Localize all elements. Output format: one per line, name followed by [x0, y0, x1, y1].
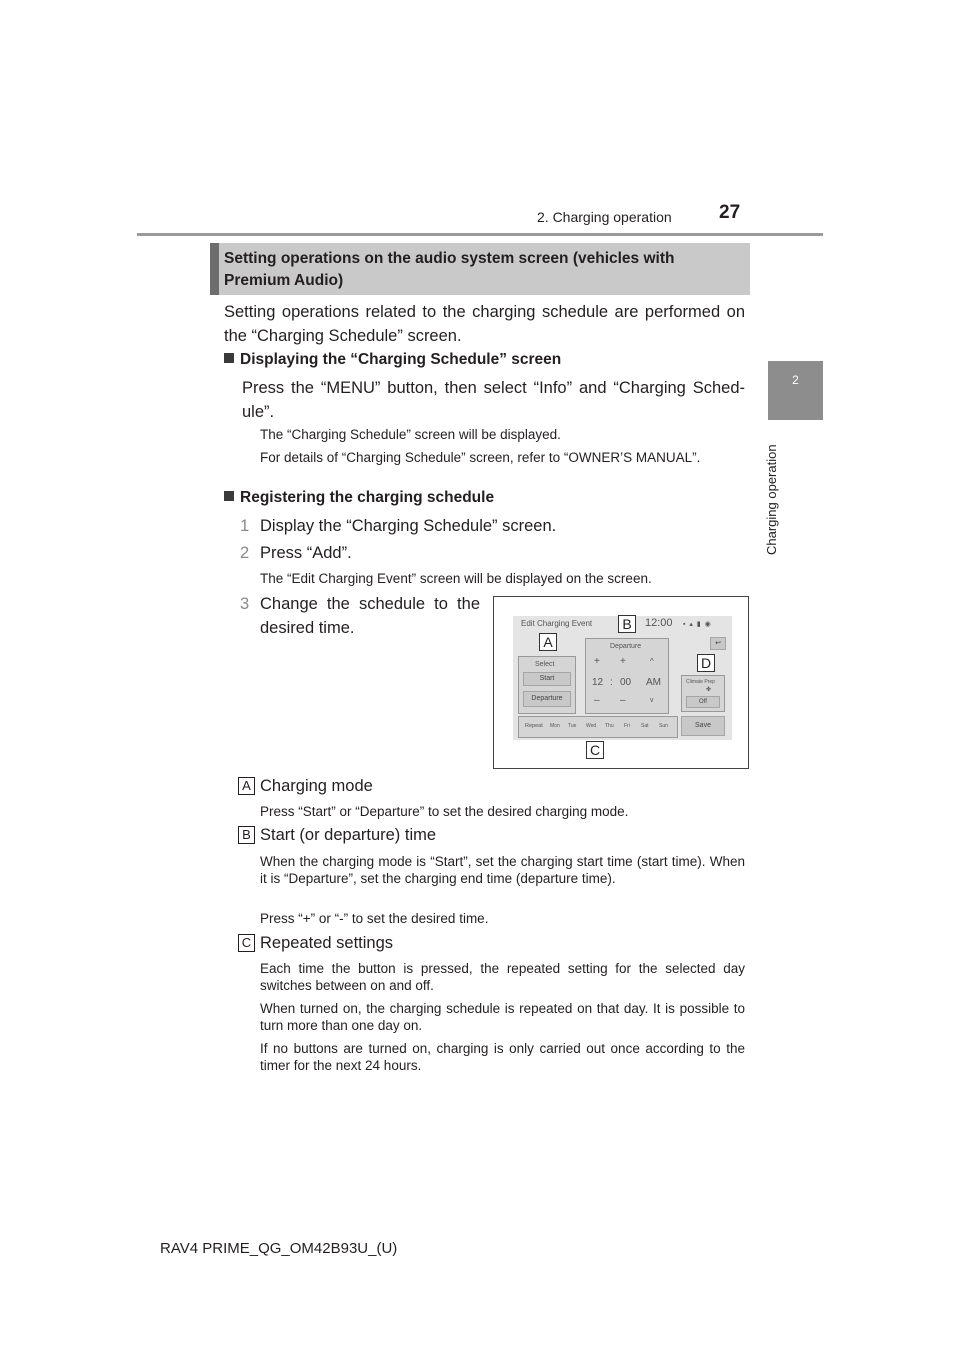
- save-button[interactable]: Save: [681, 716, 725, 736]
- minute-plus-button[interactable]: +: [620, 656, 626, 667]
- departure-header: Departure: [610, 643, 642, 650]
- subheading-display: Displaying the “Charging Schedule” screen: [224, 351, 561, 369]
- square-bullet-icon: [224, 353, 234, 363]
- item-c-para-3: If no buttons are turned on, charging is only carried out once according to the timer for the next 24 hours.: [260, 1041, 745, 1073]
- day-sun-button[interactable]: Sun: [659, 723, 668, 729]
- hour-minus-button[interactable]: –: [594, 695, 600, 706]
- day-tue-button[interactable]: Tue: [568, 723, 577, 729]
- display-note-1: The “Charging Schedule” screen will be displayed.: [260, 427, 561, 442]
- fan-icon: ✤: [706, 687, 712, 693]
- item-a-para-1: Press “Start” or “Departure” to set the desired charging mode.: [260, 804, 629, 819]
- square-bullet-icon: [224, 491, 234, 501]
- section-banner: Setting operations on the audio system screen (vehicles with Premium Audio): [210, 243, 750, 295]
- chapter-number: 2: [792, 373, 799, 387]
- step-2: 2 Press “Add”.: [240, 544, 352, 562]
- screen-title: Edit Charging Event: [521, 619, 593, 628]
- minute-value: 00: [620, 677, 632, 688]
- display-note-2: For details of “Charging Schedule” screen, refer to “OWNER’S MANUAL”.: [260, 450, 701, 465]
- item-a-title: Charging mode: [260, 777, 373, 795]
- item-c-para-1: Each time the button is pressed, the repeated setting for the selected day switches between on and off.: [260, 961, 745, 993]
- item-b-para-1: When the charging mode is “Start”, set the charging start time (start time). When it is “Departure”, set the charging end time (departure time).: [260, 854, 745, 886]
- callout-a: A: [539, 633, 557, 651]
- item-c-para-2: When turned on, the charging schedule is repeated on that day. It is possible to turn more than one day on.: [260, 1001, 745, 1033]
- select-label: Select: [535, 661, 555, 668]
- chapter-tab: [768, 361, 823, 420]
- callout-d: D: [697, 654, 715, 672]
- select-panel: [518, 656, 576, 714]
- minute-minus-button[interactable]: –: [620, 695, 626, 706]
- page-number: 27: [719, 202, 741, 223]
- display-instruction: Press the “MENU” button, then select “Info” and “Charging Sched-ule”.: [242, 379, 745, 421]
- callout-c: C: [586, 741, 604, 759]
- item-b-para-2: Press “+” or “-” to set the desired time.: [260, 911, 489, 926]
- item-b-title: Start (or departure) time: [260, 826, 437, 844]
- day-mon-button[interactable]: Mon: [550, 723, 560, 729]
- edit-charging-event-screenshot: [493, 596, 749, 769]
- intro-paragraph: Setting operations related to the charging schedule are performed on the “Charging Schedule” screen.: [224, 303, 745, 345]
- day-wed-button[interactable]: Wed: [586, 723, 597, 729]
- label-b-box: B: [238, 826, 255, 844]
- screen-clock: 12:00: [645, 617, 673, 629]
- repeat-label: Repeat: [525, 723, 543, 729]
- footer-code: RAV4 PRIME_QG_OM42B93U_(U): [160, 1240, 398, 1257]
- header-rule: [137, 233, 823, 236]
- step-1: 1 Display the “Charging Schedule” screen.: [240, 517, 557, 535]
- ampm-up-button[interactable]: ^: [650, 657, 654, 666]
- step-2-note: The “Edit Charging Event” screen will be displayed on the screen.: [260, 571, 652, 586]
- day-thu-button[interactable]: Thu: [605, 723, 614, 729]
- climate-prep-panel[interactable]: [681, 675, 725, 712]
- day-sat-button[interactable]: Sat: [641, 723, 649, 729]
- ampm-value: AM: [646, 677, 661, 688]
- label-c-box: C: [238, 934, 255, 952]
- ampm-down-button[interactable]: v: [650, 697, 654, 704]
- start-button[interactable]: Start: [523, 672, 571, 686]
- status-icons: ▪ ▴ ▮ ◉: [683, 621, 712, 628]
- back-button[interactable]: ↩: [710, 637, 726, 650]
- subheading-register: Registering the charging schedule: [224, 489, 494, 507]
- departure-mode-button[interactable]: Departure: [523, 691, 571, 707]
- hour-plus-button[interactable]: +: [594, 656, 600, 667]
- repeat-row: [518, 716, 678, 738]
- climate-prep-label: Climate Prep: [686, 679, 715, 685]
- running-header-section: 2. Charging operation: [537, 209, 672, 225]
- day-fri-button[interactable]: Fri: [624, 723, 630, 729]
- step-3: 3 Change the schedule to the desired time.: [240, 595, 480, 637]
- chapter-side-label: Charging operation: [764, 444, 779, 555]
- callout-b: B: [618, 615, 636, 633]
- hour-value: 12: [592, 677, 604, 688]
- time-panel: [585, 638, 669, 714]
- time-colon: :: [610, 677, 613, 688]
- item-c-title: Repeated settings: [260, 934, 394, 952]
- label-a-box: A: [238, 777, 255, 795]
- climate-prep-toggle[interactable]: Off: [686, 696, 720, 708]
